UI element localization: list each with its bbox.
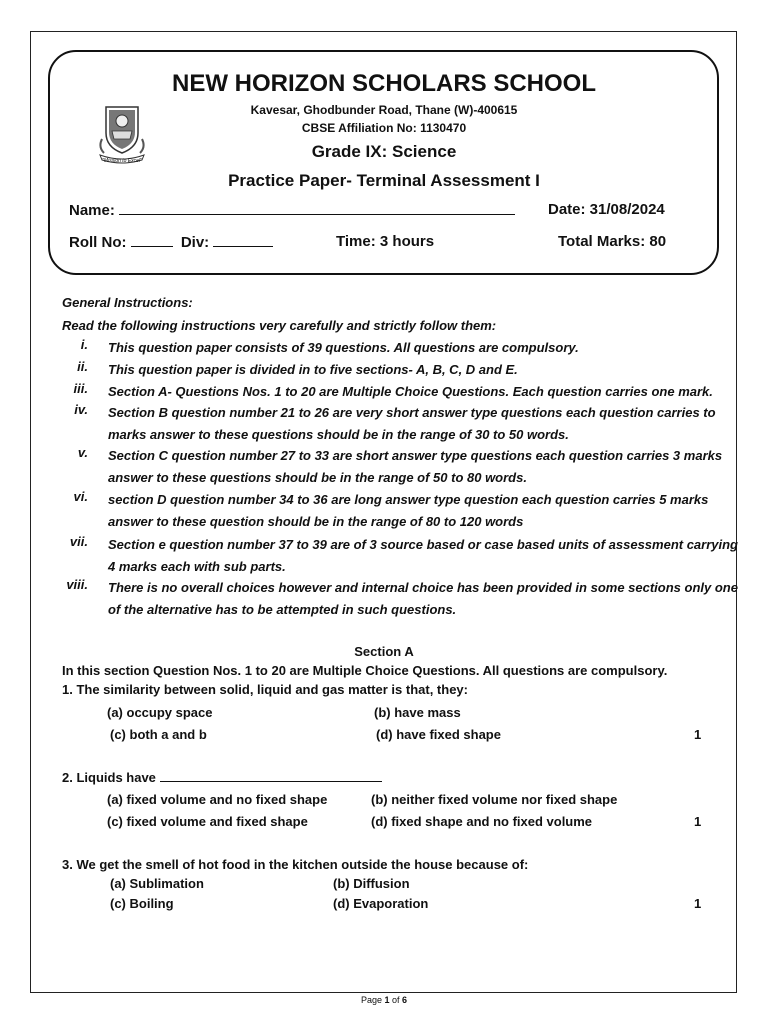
logo-motto: "Mission to Excel" — [102, 158, 142, 164]
question-marks: 1 — [694, 896, 702, 911]
option-a: (a) Sublimation — [110, 876, 204, 891]
option-c: (c) both a and b — [110, 727, 207, 742]
date-label: Date: 31/08/2024 — [548, 201, 665, 218]
time-label: Time: 3 hours — [336, 233, 435, 250]
option-c: (c) Boiling — [110, 896, 174, 911]
option-d: (d) fixed shape and no fixed volume — [371, 814, 593, 829]
page-total: 6 — [402, 995, 408, 1005]
option-c: (c) fixed volume and fixed shape — [107, 814, 308, 829]
instruction-num: vi. — [73, 489, 88, 504]
div-label: Div: — [180, 234, 210, 251]
question-marks: 1 — [694, 814, 702, 829]
question-marks: 1 — [694, 727, 702, 742]
instruction-text: Section B question number 21 to 26 are very short answer type questions each question carries to marks answer to these questions should be in the range of 30 to 50 words. — [108, 405, 716, 442]
roll-blank[interactable] — [131, 233, 173, 247]
answer-blank[interactable] — [160, 770, 382, 782]
affiliation-number: CBSE Affiliation No: 1130470 — [301, 121, 467, 135]
instructions-heading: General Instructions: — [62, 295, 193, 310]
question-text: 3. We get the smell of hot food in the kitchen outside the house because of: — [62, 857, 529, 872]
instructions-subheading: Read the following instructions very carefully and strictly follow them: — [62, 318, 497, 333]
option-b: (b) Diffusion — [333, 876, 410, 891]
page-footer — [0, 995, 768, 1005]
grade-title: Grade IX: Science — [311, 142, 457, 161]
name-field — [69, 201, 515, 219]
instruction-text: This question paper is divided in to five sections- A, B, C, D and E. — [108, 362, 518, 377]
instruction-num: iv. — [74, 402, 88, 417]
option-d: (d) have fixed shape — [376, 727, 501, 742]
name-blank[interactable] — [119, 201, 515, 215]
paper-title: Practice Paper- Terminal Assessment I — [228, 171, 540, 190]
instruction-text: Section e question number 37 to 39 are of 3 source based or case based units of assessment carrying 4 marks each with sub parts. — [108, 537, 738, 574]
option-b: (b) neither fixed volume nor fixed shape — [371, 792, 618, 807]
section-a-intro: In this section Question Nos. 1 to 20 are Multiple Choice Questions. All questions are compulsory. — [62, 663, 668, 678]
option-a: (a) occupy space — [107, 705, 213, 720]
page-prefix: Page — [360, 995, 382, 1005]
instruction-num: iii. — [73, 381, 88, 396]
school-name: NEW HORIZON SCHOLARS SCHOOL — [172, 70, 596, 97]
instruction-text: Section A- Questions Nos. 1 to 20 are Multiple Choice Questions. Each question carries one mark. — [108, 384, 713, 399]
instruction-text: Section C question number 27 to 33 are short answer type questions each question carries 3 marks answer to these questions should be in the range of 50 to 80 words. — [108, 448, 723, 485]
instruction-num: viii. — [66, 577, 88, 592]
option-d: (d) Evaporation — [333, 896, 429, 911]
option-a: (a) fixed volume and no fixed shape — [107, 792, 328, 807]
instruction-num: v. — [77, 445, 88, 460]
roll-label: Roll No: — [69, 234, 127, 251]
instruction-num: vii. — [69, 534, 88, 549]
total-marks-label: Total Marks: 80 — [558, 233, 667, 250]
div-blank[interactable] — [213, 233, 273, 247]
page-of: of — [392, 995, 400, 1005]
instruction-text: This question paper consists of 39 questions. All questions are compulsory. — [108, 340, 579, 355]
section-a-title: Section A — [354, 644, 414, 659]
page-number: 1 — [384, 995, 390, 1005]
instruction-num: i. — [80, 337, 88, 352]
school-address: Kavesar, Ghodbunder Road, Thane (W)-400615 — [250, 103, 518, 117]
question-text: 1. The similarity between solid, liquid and gas matter is that, they: — [62, 682, 468, 697]
instruction-num: ii. — [77, 359, 88, 374]
instruction-text: There is no overall choices however and internal choice has been provided in some sections only one of the alternative has to be attempted in such questions. — [108, 580, 738, 617]
instruction-text: section D question number 34 to 36 are long answer type question each question carries 5 marks answer to these question should be in the range of 80 to 120 words — [108, 492, 709, 529]
roll-field — [69, 233, 273, 251]
option-b: (b) have mass — [374, 705, 461, 720]
name-label: Name: — [69, 202, 115, 219]
question-text: 2. Liquids have — [62, 770, 382, 785]
